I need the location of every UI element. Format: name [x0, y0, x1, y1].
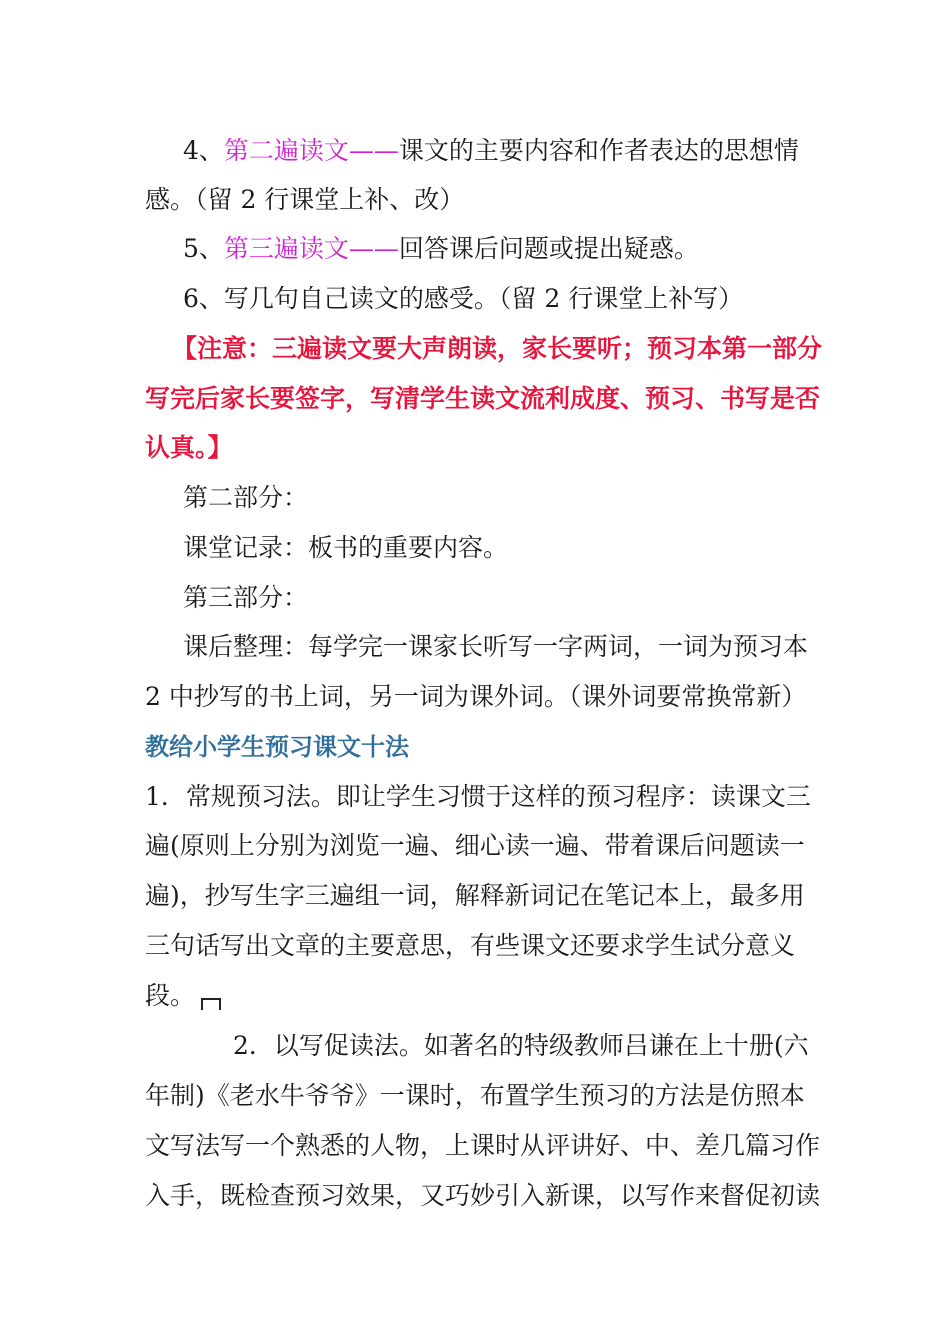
item-6-line: 6、写几句自己读文的感受。（留 2 行课堂上补写） — [183, 284, 744, 313]
method-1-line-5-text: 段。 — [145, 981, 196, 1010]
part-3-line-1: 课后整理：每学完一课家长听写一字两词，一词为预习本 — [183, 632, 809, 661]
method-1-line-2: 遍(原则上分别为浏览一遍、细心读一遍、带着课后问题读一 — [145, 831, 805, 860]
item-5-rest: 回答课后问题或提出疑惑。 — [398, 234, 699, 263]
notice-line-2: 写完后家长要签字，写清学生读文流利成度、预习、书写是否 — [145, 384, 821, 413]
item-4-line — [183, 136, 810, 166]
notice-line-1: 【注意：三遍读文要大声朗读，家长要听；预习本第一部分 — [172, 334, 823, 363]
item-5-highlight: 第三遍读文—— — [223, 234, 399, 263]
item-4-number: 4、 — [183, 136, 224, 165]
caret-mark-icon — [201, 998, 221, 1010]
method-2-line-1: 2．以写促读法。如著名的特级教师吕谦在上十册(六 — [233, 1031, 809, 1060]
item-5-number: 5、 — [183, 234, 224, 263]
notice-line-3: 认真。】 — [145, 433, 233, 462]
method-2-line-4: 入手，既检查预习效果，又巧妙引入新课，以写作来督促初读 — [145, 1181, 821, 1210]
part-2-title: 第二部分： — [183, 483, 309, 512]
item-4-highlight: 第二遍读文—— — [223, 136, 399, 165]
part-3-title: 第三部分： — [183, 583, 309, 612]
section-heading: 教给小学生预习课文十法 — [145, 733, 409, 761]
method-1-line-3: 遍)，抄写生字三遍组一词，解释新词记在笔记本上，最多用 — [145, 881, 805, 910]
method-2-line-2: 年制)《老水牛爷爷》一课时，布置学生预习的方法是仿照本 — [145, 1081, 805, 1110]
method-2-line-3: 文写法写一个熟悉的人物，上课时从评讲好、中、差几篇习作 — [145, 1131, 821, 1160]
method-1-line-5 — [145, 981, 810, 1011]
item-4-rest: 课文的主要内容和作者表达的思想情 — [398, 136, 799, 165]
item-4-continuation: 感。（留 2 行课堂上补、改） — [145, 185, 465, 214]
method-1-line-1: 1．常规预习法。即让学生习惯于这样的预习程序：读课文三 — [145, 782, 811, 811]
method-1-line-4: 三句话写出文章的主要意思，有些课文还要求学生试分意义 — [145, 931, 796, 960]
part-2-text: 课堂记录：板书的重要内容。 — [183, 533, 509, 562]
part-3-line-2: 2 中抄写的书上词，另一词为课外词。（课外词要常换常新） — [145, 682, 807, 711]
item-5-line — [183, 234, 810, 264]
